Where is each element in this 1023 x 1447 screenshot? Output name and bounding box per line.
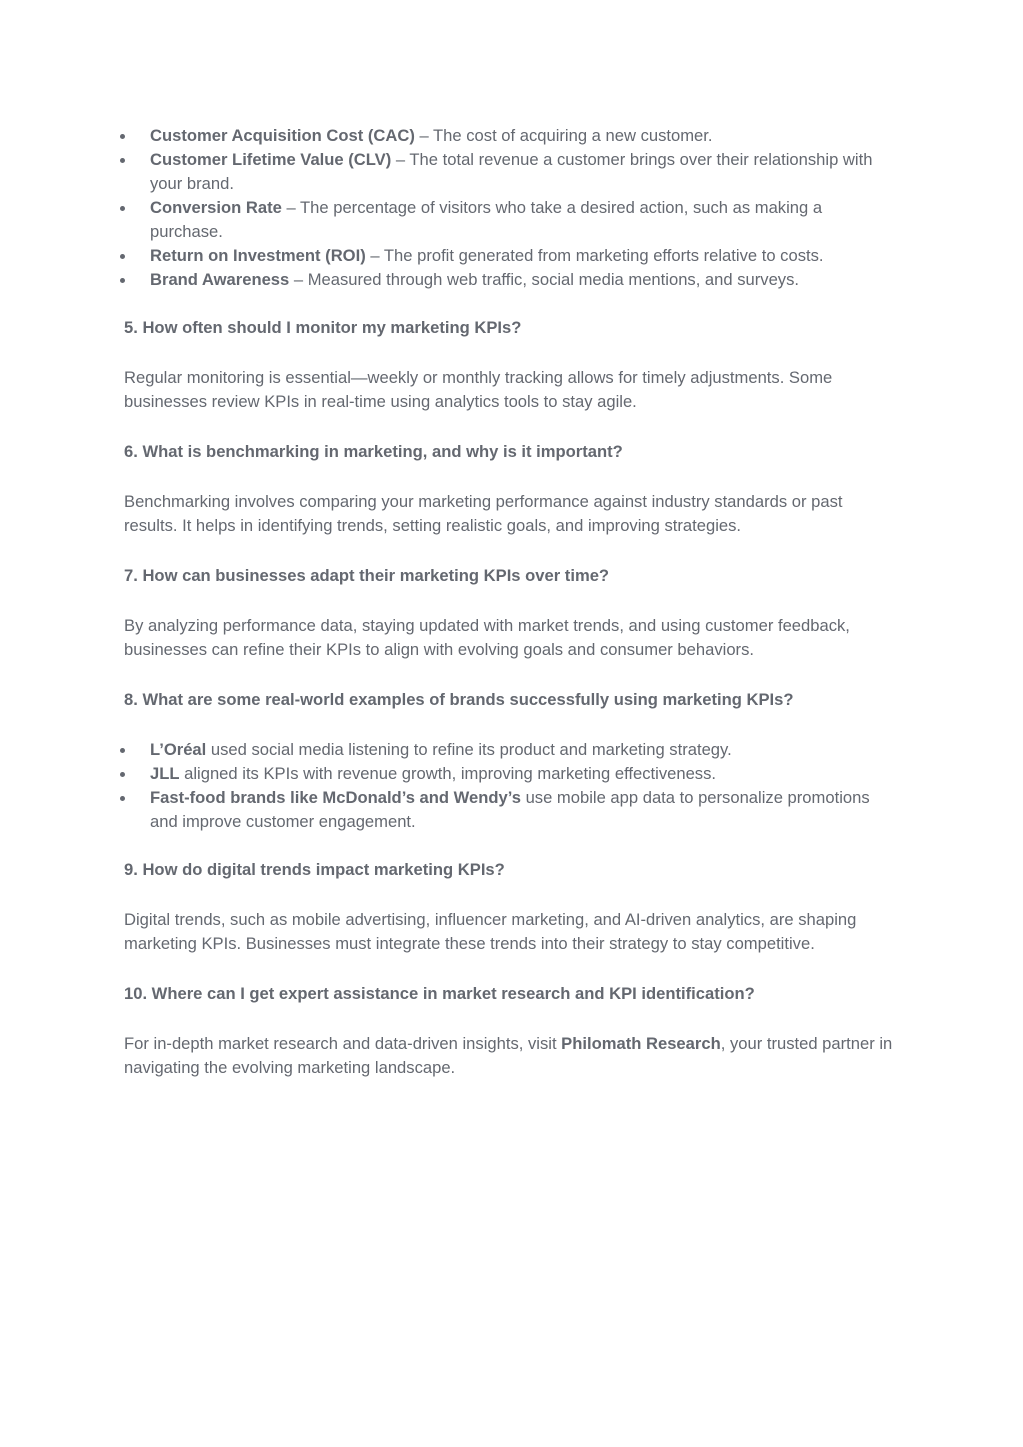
list-item	[124, 124, 899, 148]
list-item-desc: – The cost of acquiring a new customer.	[414, 126, 713, 145]
list-item-term: Brand Awareness	[150, 270, 290, 289]
list-item-term: JLL	[150, 764, 180, 783]
list-item-term: Return on Investment (ROI)	[150, 246, 366, 265]
list-item-desc: – The percentage of visitors who take a desired action, such as making a purchase.	[150, 198, 823, 241]
list-item	[124, 762, 899, 786]
brand-examples-list	[124, 738, 899, 834]
list-item	[124, 268, 899, 292]
list-item-desc: used social media listening to refine its product and marketing strategy.	[206, 740, 732, 759]
list-item	[124, 148, 899, 196]
question-heading-7: 7. How can businesses adapt their marketing KPIs over time?	[124, 566, 610, 585]
list-item	[124, 738, 899, 762]
question-heading-5: 5. How often should I monitor my marketing KPIs?	[124, 318, 522, 337]
answer-paragraph-6: Benchmarking involves comparing your marketing performance against industry standards or past results. It helps in identifying trends, setting realistic goals, and improving strategies.	[124, 492, 843, 535]
kpi-list	[124, 124, 899, 292]
list-item-desc: aligned its KPIs with revenue growth, improving marketing effectiveness.	[179, 764, 717, 783]
answer-paragraph-10	[124, 1032, 899, 1080]
list-item	[124, 196, 899, 244]
list-item-term: Conversion Rate	[150, 198, 282, 217]
answer-paragraph-5: Regular monitoring is essential—weekly or monthly tracking allows for timely adjustments. Some businesses review KPIs in real-time using analytics tools to stay agile.	[124, 368, 833, 411]
list-item-desc: – Measured through web traffic, social media mentions, and surveys.	[289, 270, 800, 289]
document-content	[124, 124, 899, 1080]
answer-text-lead: For in-depth market research and data-driven insights, visit	[124, 1034, 562, 1053]
list-item-term: Fast-food brands like McDonald’s and Wendy’s	[150, 788, 521, 807]
answer-paragraph-7: By analyzing performance data, staying updated with market trends, and using customer feedback, businesses can refine their KPIs to align with evolving goals and consumer behaviors.	[124, 616, 850, 659]
question-heading-6: 6. What is benchmarking in marketing, and why is it important?	[124, 442, 623, 461]
answer-text-tail: , your trusted partner in navigating the evolving marketing landscape.	[124, 1034, 893, 1077]
question-heading-9: 9. How do digital trends impact marketing KPIs?	[124, 860, 505, 879]
list-item-desc: use mobile app data to personalize promotions and improve customer engagement.	[150, 788, 870, 831]
list-item	[124, 244, 899, 268]
question-heading-8: 8. What are some real-world examples of brands successfully using marketing KPIs?	[124, 690, 794, 709]
philomath-research-name: Philomath Research	[561, 1034, 721, 1053]
question-heading-10: 10. Where can I get expert assistance in market research and KPI identification?	[124, 984, 755, 1003]
list-item-desc: – The profit generated from marketing efforts relative to costs.	[365, 246, 824, 265]
list-item	[124, 786, 899, 834]
answer-paragraph-9: Digital trends, such as mobile advertising, influencer marketing, and AI-driven analytics, are shaping marketing KPIs. Businesses must integrate these trends into their strategy to stay competitive.	[124, 910, 857, 953]
list-item-desc: – The total revenue a customer brings over their relationship with your brand.	[150, 150, 873, 193]
list-item-term: Customer Acquisition Cost (CAC)	[150, 126, 415, 145]
list-item-term: L’Oréal	[150, 740, 207, 759]
list-item-term: Customer Lifetime Value (CLV)	[150, 150, 392, 169]
